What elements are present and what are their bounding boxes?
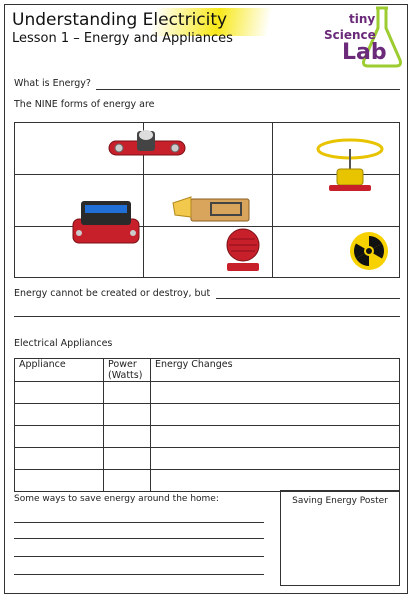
column-header-appliance: Appliance [15, 359, 104, 382]
what-is-energy-answer-line[interactable] [96, 89, 400, 90]
conservation-answer-line-2[interactable] [14, 316, 400, 317]
logo-text-tiny: tiny [349, 12, 376, 26]
what-is-energy-label: What is Energy? [14, 78, 91, 89]
save-energy-line-2[interactable] [14, 538, 264, 539]
speaker-module-icon [223, 227, 263, 273]
energy-changes-cell[interactable] [151, 448, 400, 470]
column-header-energy-changes: Energy Changes [151, 359, 400, 382]
appliances-table [14, 358, 400, 492]
lamp-module-icon [107, 129, 187, 163]
table-header-row [15, 359, 400, 382]
power-cell[interactable] [104, 426, 151, 448]
fan-module-icon [315, 137, 385, 195]
table-row [15, 382, 400, 404]
appliance-cell[interactable] [15, 470, 104, 492]
energy-changes-cell[interactable] [151, 426, 400, 448]
mouse-trap-icon [171, 191, 251, 225]
conservation-label: Energy cannot be created or destroy, but [14, 288, 211, 299]
table-row [15, 404, 400, 426]
power-cell[interactable] [104, 404, 151, 426]
battery-pack-icon [71, 193, 141, 249]
power-cell[interactable] [104, 448, 151, 470]
power-cell[interactable] [104, 382, 151, 404]
save-energy-line-3[interactable] [14, 556, 264, 557]
table-row [15, 448, 400, 470]
page-title: Understanding Electricity [12, 10, 228, 30]
appliances-heading: Electrical Appliances [14, 338, 113, 349]
table-row [15, 470, 400, 492]
energy-changes-cell[interactable] [151, 470, 400, 492]
energy-changes-cell[interactable] [151, 382, 400, 404]
appliance-cell[interactable] [15, 426, 104, 448]
save-energy-line-4[interactable] [14, 574, 264, 575]
conservation-answer-line-1[interactable] [216, 298, 400, 299]
nine-forms-label: The NINE forms of energy are [14, 99, 155, 110]
tiny-science-lab-logo [318, 6, 406, 70]
save-energy-line-1[interactable] [14, 522, 264, 523]
radiation-symbol-icon [349, 231, 389, 271]
table-row [15, 426, 400, 448]
appliance-cell[interactable] [15, 404, 104, 426]
appliance-cell[interactable] [15, 448, 104, 470]
energy-forms-grid [14, 122, 400, 278]
appliance-cell[interactable] [15, 382, 104, 404]
column-header-power: Power (Watts) [104, 359, 151, 382]
logo-text-lab: Lab [342, 40, 387, 65]
energy-changes-cell[interactable] [151, 404, 400, 426]
logo-text-science: Science [324, 28, 376, 42]
poster-title: Saving Energy Poster [292, 496, 388, 506]
page-subtitle: Lesson 1 – Energy and Appliances [12, 31, 233, 46]
power-cell[interactable] [104, 470, 151, 492]
saving-energy-poster-box[interactable] [280, 490, 400, 586]
save-energy-prompt: Some ways to save energy around the home: [14, 494, 219, 504]
